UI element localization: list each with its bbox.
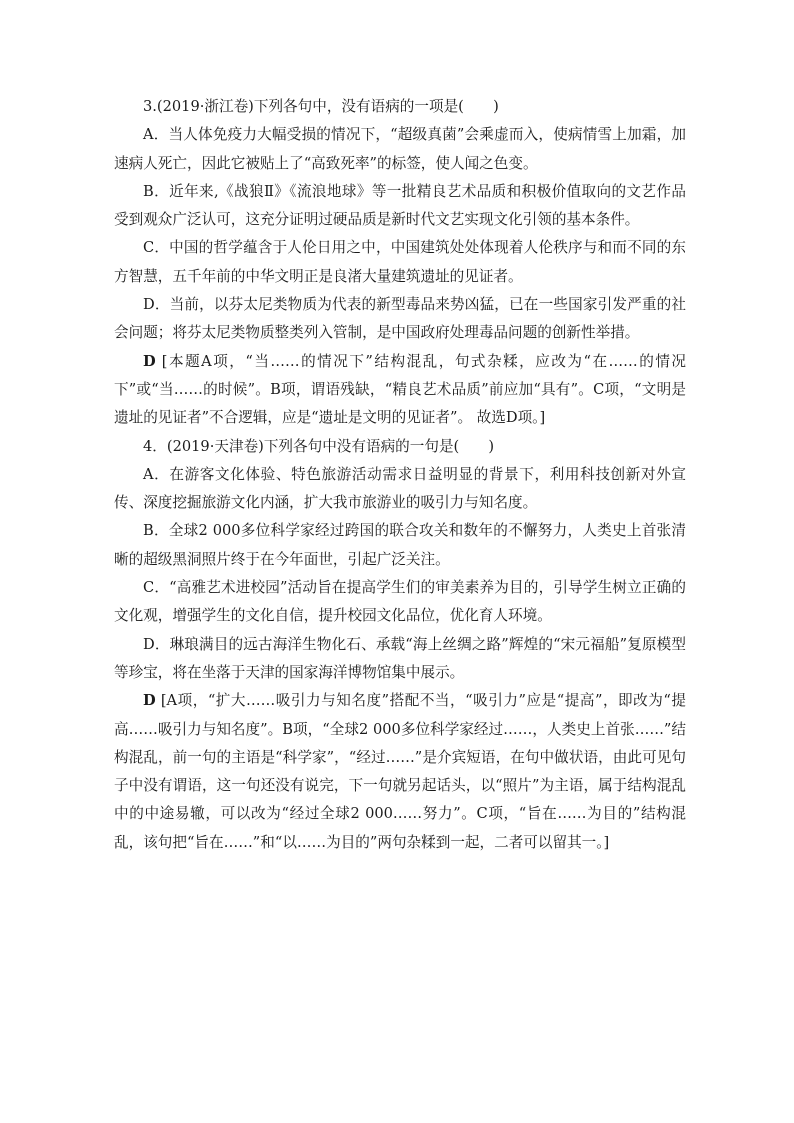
q4-explanation: [A项，“扩大……吸引力与知名度”搭配不当，“吸引力”应是“提高”，即改为“提高……吸引力与知名度”。B项，“全球2 000多位科学家经过……，人类史上首张……”结构混乱，前一句的主语是“科学家”，“经过……”是介宾短语，在句中做状语，由此可见句子中没有谓语，这一句还没有说完，下一句就另起话头，以“照片”为主语，属于结构混乱中的中途易辙，可以改为“经过全球2 000……努力”。C项，“旨在……为目的”结构混乱，该句把“旨在……”和“以……为目的”两句杂糅到一起，二者可以留其一。] <box>114 692 686 851</box>
question-4-stem: 4．(2019·天津卷)下列各句中没有语病的一句是( ) <box>143 437 495 455</box>
q4-option-c: C．“高雅艺术进校园”活动旨在提高学生们的审美素养为目的，引导学生树立正确的文化观，增强学生的文化自信，提升校园文化品位，优化育人环境。 <box>114 579 686 625</box>
q4-answer-letter: D <box>143 692 156 710</box>
q3-answer-letter: D <box>143 352 156 370</box>
q3-option-b: B．近年来,《战狼Ⅱ》《流浪地球》等一批精良艺术品质和积极价值取向的文艺作品受到观众广泛认可，这充分证明过硬品质是新时代文艺实现文化引领的基本条件。 <box>114 182 686 229</box>
q4-option-d: D．琳琅满目的远古海洋生物化石、承载“海上丝绸之路”辉煌的“宋元福船”复原模型等珍宝，将在坐落于天津的国家海洋博物馆集中展示。 <box>114 635 686 681</box>
page-content <box>114 93 686 857</box>
q4-answer <box>114 687 686 857</box>
q3-answer <box>114 348 686 433</box>
question-3-stem: 3.(2019·浙江卷)下列各句中，没有语病的一项是( ) <box>143 98 499 115</box>
q3-option-c: C．中国的哲学蕴含于人伦日用之中，中国建筑处处体现着人伦秩序与和而不同的东方智慧，五千年前的中华文明正是良渚大量建筑遗址的见证者。 <box>114 239 686 285</box>
q4-option-a: A．在游客文化体验、特色旅游活动需求日益明显的背景下，利用科技创新对外宣传、深度挖掘旅游文化内涵，扩大我市旅游业的吸引力与知名度。 <box>114 465 686 512</box>
q3-explanation: [本题A项，“当……的情况下”结构混乱，句式杂糅，应改为“在……的情况下”或“当……的时候”。B项，谓语残缺，“精良艺术品质”前应加“具有”。C项，“文明是遗址的见证者”不合逻辑，应是“遗址是文明的见证者”。 故选D项。] <box>114 352 686 427</box>
q3-option-d: D．当前，以芬太尼类物质为代表的新型毒品来势凶猛，已在一些国家引发严重的社会问题；将芬太尼类物质整类列入管制，是中国政府处理毒品问题的创新性举措。 <box>114 296 686 342</box>
q3-option-a: A．当人体免疫力大幅受损的情况下，“超级真菌”会乘虚而入，使病情雪上加霜，加速病人死亡，因此它被贴上了“高致死率”的标签，使人闻之色变。 <box>114 126 686 172</box>
q4-option-b: B．全球2 000多位科学家经过跨国的联合攻关和数年的不懈努力，人类史上首张清晰的超级黑洞照片终于在今年面世，引起广泛关注。 <box>114 522 686 568</box>
